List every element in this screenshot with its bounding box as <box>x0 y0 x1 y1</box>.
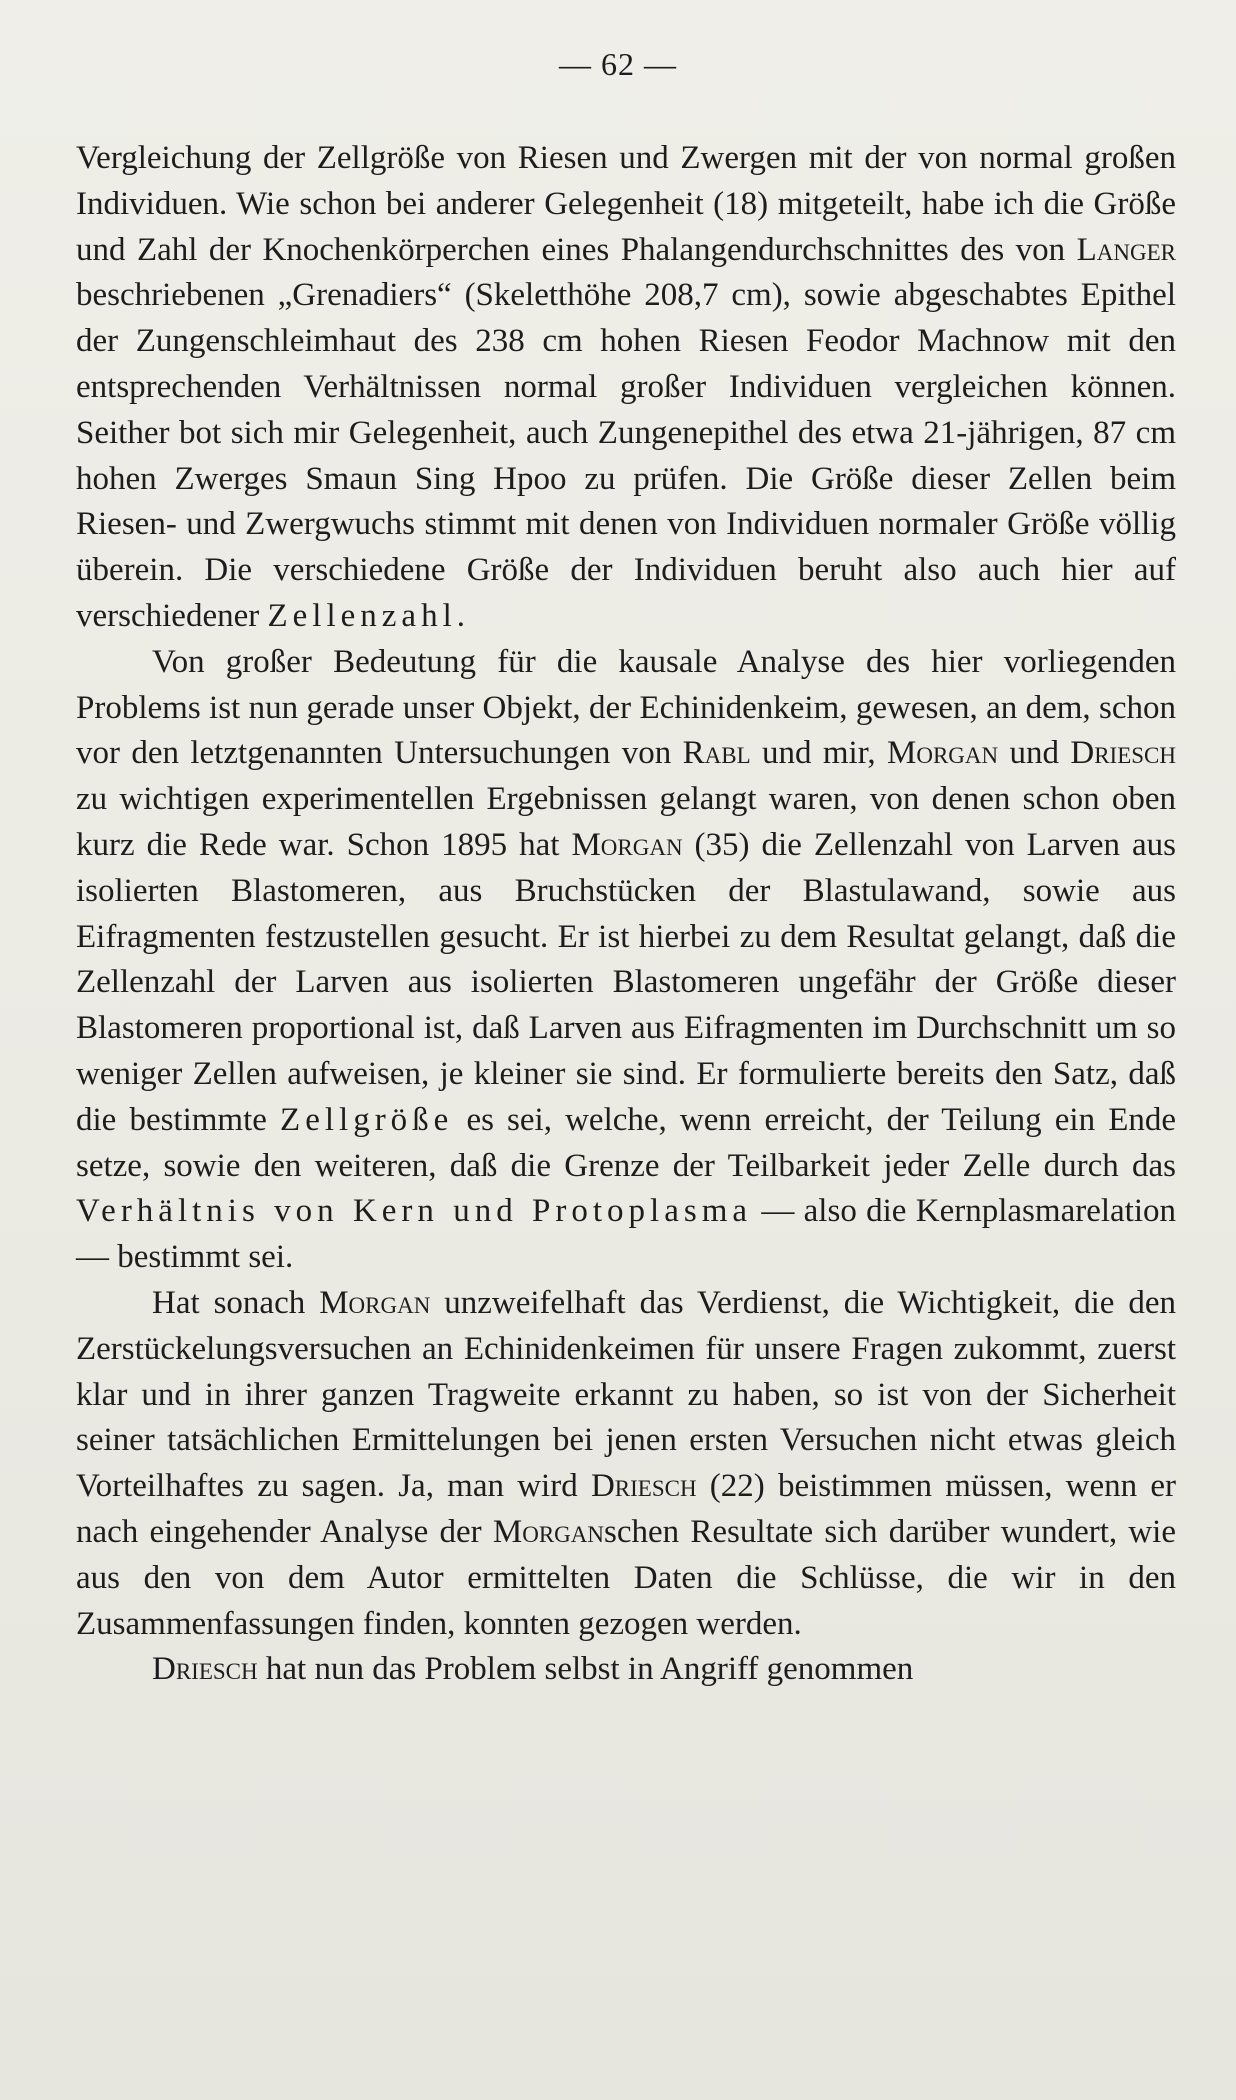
paragraph-morgan-verdienst <box>76 1281 1176 1647</box>
text-run: hat nun das Problem selbst in Angriff genommen <box>257 1651 914 1688</box>
author-name: Langer <box>1076 231 1176 268</box>
text-run: . <box>456 597 465 634</box>
text-run: Hat sonach <box>152 1284 320 1321</box>
author-name: Rabl <box>682 735 751 772</box>
paragraph-echinidenkeim-morgan <box>76 640 1176 1281</box>
text-run: beschriebenen „Grenadiers“ (Skeletthöhe 208,7 cm), sowie abgeschabtes Epithel der Zungenschleimhaut des 238 cm hohen Riesen Feodor Machnow mit den entsprechenden Verhältnissen normal großer Individuen vergleichen können. Seither bot sich mir Gelegenheit, auch Zungenepithel des etwa 21-jährigen, 87 cm hohen Zwerges Smaun Sing Hpoo zu prüfen. Die Größe dieser Zellen beim Riesen- und Zwergwuchs stimmt mit denen von Individuen normaler Größe völlig überein. Die verschiedene Größe der Individuen beruht also auch hier auf verschiedener <box>76 277 1176 634</box>
body-text <box>76 136 1176 1693</box>
text-run: (22) beistimmen müssen, wenn er nach eingehender Analyse der <box>76 1468 1176 1550</box>
text-run: schen Resultate sich darüber wundert, wie aus den von dem Autor ermittelten Daten die Schlüsse, die wir in den Zusammenfassungen finden, konnten gezogen werden. <box>76 1513 1176 1642</box>
text-run: und <box>998 735 1071 772</box>
text-run: zu wichtigen experimentellen Ergebnissen gelangt waren, von denen schon oben kurz die Rede war. Schon 1895 hat <box>76 781 1176 863</box>
emphasized-term: Zellgröße <box>280 1101 454 1138</box>
page-number: — 62 — <box>559 46 677 82</box>
text-run: (35) die Zellenzahl von Larven aus isolierten Blastomeren, aus Bruchstücken der Blastulawand, sowie aus Eifragmenten festzustellen gesucht. Er ist hierbei zu dem Resultat gelangt, daß die Zellenzahl der Larven aus isolierten Blastomeren ungefähr der Größe dieser Blastomeren proportional ist, daß Larven aus Eifragmenten im Durchschnitt um so weniger Zellen aufweisen, je kleiner sie sind. Er formulierte bereits den Satz, daß die bestimmte <box>76 826 1177 1138</box>
author-name: Morgan <box>887 735 999 772</box>
emphasized-term: Verhältnis von Kern und Protoplasma <box>76 1193 753 1230</box>
paragraph-zellgroesse-riesen-zwerge <box>76 136 1176 640</box>
text-run: — also die Kernplasmarelation — bestimmt sei. <box>76 1193 1176 1276</box>
text-run: es sei, welche, wenn erreicht, der Teilung ein Ende setze, sowie den weiteren, daß die Grenze der Teilbarkeit jeder Zelle durch das <box>76 1101 1176 1184</box>
text-run: Von großer Bedeutung für die kausale Analyse des hier vorliegenden Problems ist nun gerade unser Objekt, der Echinidenkeim, gewesen, an dem, schon vor den letztgenannten Untersuchungen von <box>76 643 1176 772</box>
emphasized-term: Zellenzahl <box>267 597 457 634</box>
author-name: Morgan <box>492 1513 604 1550</box>
author-name: Morgan <box>319 1284 431 1321</box>
text-run: Vergleichung der Zellgröße von Riesen und Zwergen mit der von normal großen Individuen. Wie schon bei anderer Gelegenheit (18) mitgeteilt, habe ich die Größe und Zahl der Knochenkörperchen eines Phalangendurchschnittes des von <box>76 140 1176 268</box>
author-name: Driesch <box>152 1651 258 1688</box>
paragraph-driesch-angriff <box>76 1647 1176 1693</box>
author-name: Morgan <box>571 826 683 863</box>
text-run: und mir, <box>750 735 888 772</box>
text-run: unzweifelhaft das Verdienst, die Wichtigkeit, die den Zerstückelungsversuchen an Echinidenkeimen für unsere Fragen zukommt, zuerst klar und in ihrer ganzen Tragweite erkannt zu haben, so ist von der Sicherheit seiner tatsächlichen Ermittelungen bei jenen ersten Versuchen nicht etwas gleich Vorteilhaftes zu sagen. Ja, man wird <box>76 1284 1176 1505</box>
author-name: Driesch <box>590 1468 697 1505</box>
author-name: Driesch <box>1070 735 1176 772</box>
